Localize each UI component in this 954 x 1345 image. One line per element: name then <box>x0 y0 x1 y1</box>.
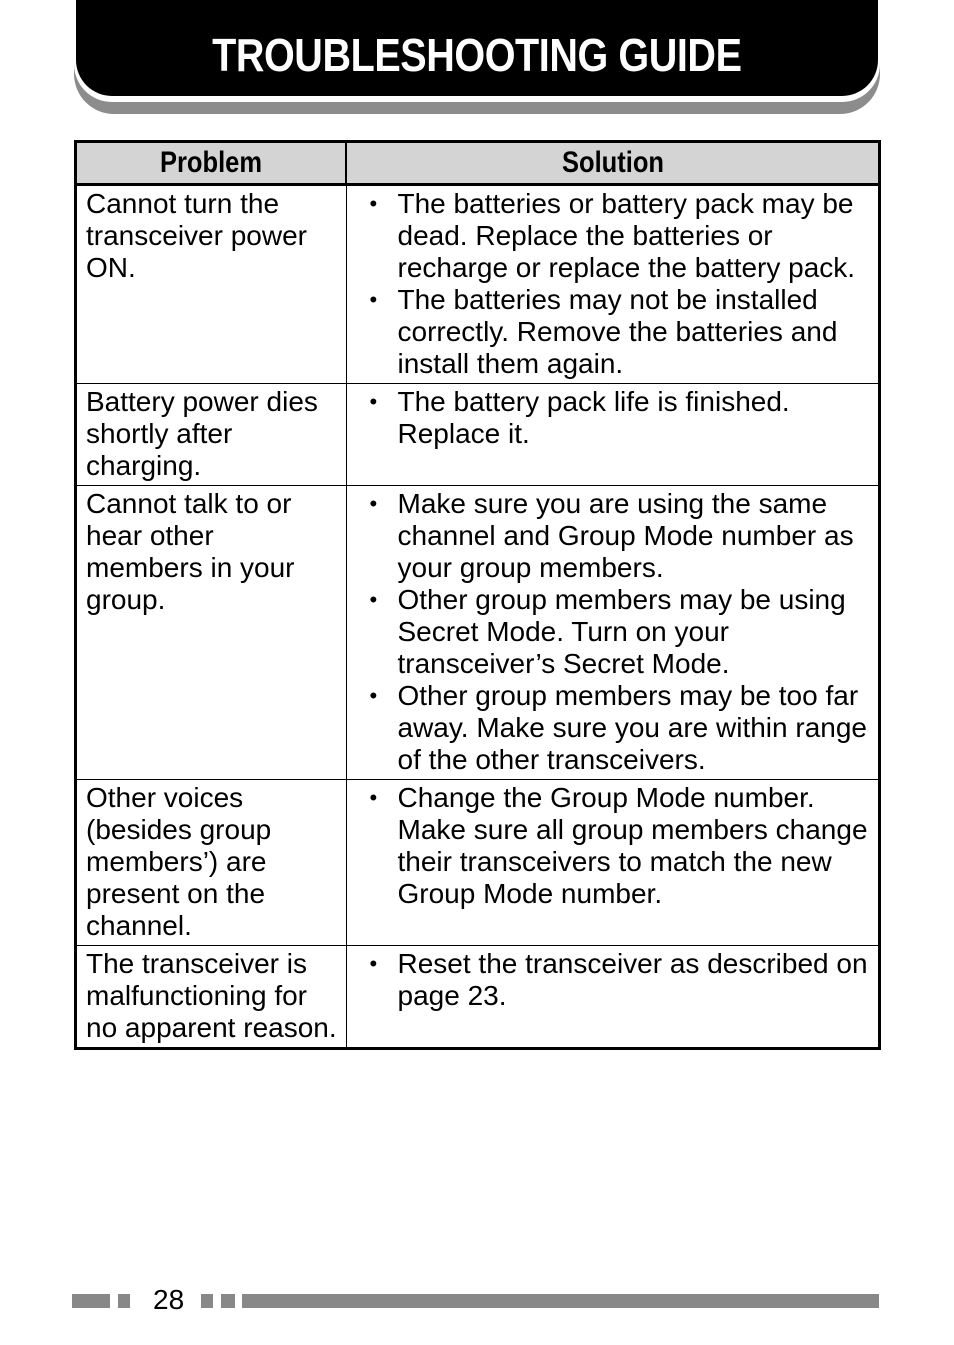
solution-header-label: Solution <box>561 146 664 179</box>
solution-cell <box>346 384 880 486</box>
header-banner <box>76 0 878 96</box>
solution-text: The batteries may not be installed correctly. Remove the batteries and install them again. <box>397 284 838 379</box>
solution-text: Make sure you are using the same channel and Group Mode number as your group members. <box>397 488 854 583</box>
solution-item <box>357 284 873 380</box>
bullet-icon: • <box>369 191 378 216</box>
page-number: 28 <box>153 1284 185 1315</box>
solution-list <box>357 488 873 776</box>
bullet-icon: • <box>369 683 378 708</box>
solution-text: Reset the transceiver as described on page 23. <box>397 948 868 1011</box>
footer-square <box>118 1294 130 1308</box>
solution-text: Change the Group Mode number. Make sure all group members change their transceivers to match the new Group Mode number. <box>397 782 868 909</box>
footer-bar-right <box>242 1294 879 1308</box>
table-row <box>76 946 880 1049</box>
solution-item <box>357 680 873 776</box>
bullet-icon: • <box>369 587 378 612</box>
page-title: TROUBLESHOOTING GUIDE <box>212 29 742 81</box>
footer-bar-left <box>72 1294 110 1308</box>
solution-item <box>357 584 873 680</box>
bullet-icon: • <box>369 491 378 516</box>
solution-text: Other group members may be too far away. Make sure you are within range of the other transceivers. <box>397 680 867 775</box>
solution-item <box>357 782 873 910</box>
footer-square <box>201 1294 213 1308</box>
bullet-icon: • <box>369 287 378 312</box>
page-footer <box>0 1284 954 1316</box>
solution-item <box>357 188 873 284</box>
solution-text: The batteries or battery pack may be dead. Replace the batteries or recharge or replace the battery pack. <box>397 188 856 283</box>
bullet-icon: • <box>369 389 378 414</box>
solution-cell <box>346 185 880 384</box>
solution-item <box>357 948 873 1012</box>
problem-cell: The transceiver is malfunctioning for no apparent reason. <box>76 946 347 1049</box>
problem-cell: Cannot talk to or hear other members in your group. <box>76 486 347 780</box>
problem-cell: Cannot turn the transceiver power ON. <box>76 185 347 384</box>
solution-cell <box>346 780 880 946</box>
solution-cell <box>346 486 880 780</box>
solution-list <box>357 948 873 1012</box>
problem-cell: Battery power dies shortly after charging. <box>76 384 347 486</box>
solution-list <box>357 782 873 910</box>
table-row <box>76 384 880 486</box>
table-row <box>76 185 880 384</box>
solution-list <box>357 386 873 450</box>
solution-column-header <box>346 142 880 185</box>
problem-header-label: Problem <box>159 146 263 179</box>
table-header-row <box>76 142 880 185</box>
solution-item <box>357 488 873 584</box>
solution-text: Other group members may be using Secret Mode. Turn on your transceiver’s Secret Mode. <box>397 584 846 679</box>
bullet-icon: • <box>369 785 378 810</box>
solution-list <box>357 188 873 380</box>
solution-cell <box>346 946 880 1049</box>
problem-column-header <box>76 142 347 185</box>
footer-square <box>221 1294 235 1308</box>
problem-cell: Other voices (besides group members’) are present on the channel. <box>76 780 347 946</box>
solution-item <box>357 386 873 450</box>
table-row <box>76 486 880 780</box>
bullet-icon: • <box>369 951 378 976</box>
solution-text: The battery pack life is finished. Replace it. <box>397 386 790 449</box>
table-row <box>76 780 880 946</box>
troubleshooting-table <box>74 140 881 1050</box>
